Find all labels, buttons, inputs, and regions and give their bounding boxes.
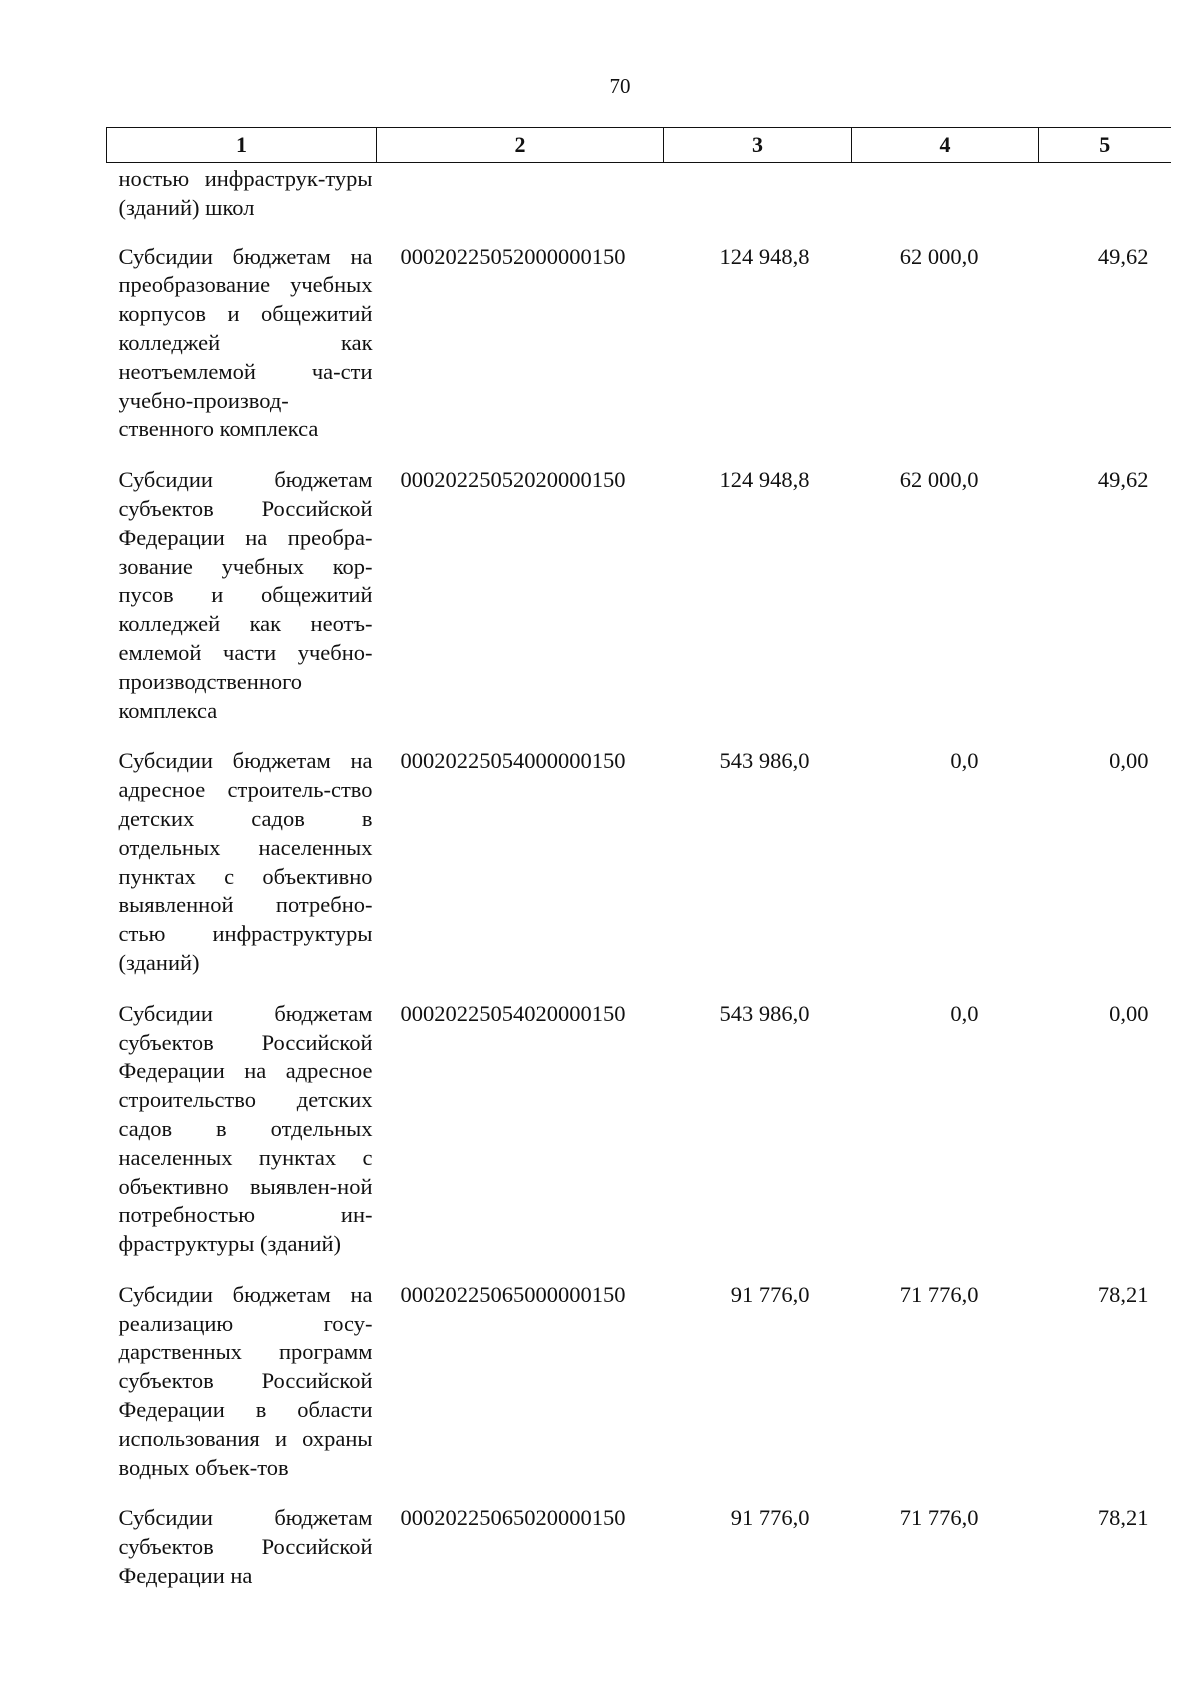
table-row xyxy=(107,163,1171,241)
row-fact: 71 776,0 xyxy=(899,1281,979,1307)
row-fact: 62 000,0 xyxy=(899,467,979,493)
row-fact: 62 000,0 xyxy=(899,243,979,269)
row-plan: 124 948,8 xyxy=(719,467,810,493)
row-fact: 0,0 xyxy=(950,748,979,774)
table-row xyxy=(107,464,1171,745)
row-percent: 78,21 xyxy=(1097,1281,1149,1307)
row-percent: 49,62 xyxy=(1097,467,1149,493)
row-code: 00020225052020000150 xyxy=(400,467,626,493)
table-body xyxy=(107,163,1171,1611)
table-header xyxy=(107,128,1171,163)
row-percent: 0,00 xyxy=(1109,1000,1149,1026)
column-header-4: 4 xyxy=(852,128,1039,163)
row-fact: 0,0 xyxy=(950,1000,979,1026)
row-code: 00020225054000000150 xyxy=(400,748,626,774)
row-name: Субсидии бюджетам субъектов Российской Федерации на адресное строительство детских садов в отдельных населенных пунктах с объективно выявлен-ной потребностью ин-фраструктуры (зданий) xyxy=(118,1000,373,1257)
row-code xyxy=(377,163,664,241)
row-percent: 78,21 xyxy=(1097,1505,1149,1531)
page-number: 70 xyxy=(609,74,631,98)
row-plan: 543 986,0 xyxy=(719,1000,810,1026)
row-code: 00020225052000000150 xyxy=(400,243,626,269)
column-header-3: 3 xyxy=(664,128,852,163)
header-row xyxy=(107,128,1171,163)
row-plan: 124 948,8 xyxy=(719,243,810,269)
column-header-5: 5 xyxy=(1039,128,1171,163)
row-plan xyxy=(664,163,852,241)
row-name: Субсидии бюджетам субъектов Российской Федерации на xyxy=(118,1505,373,1589)
row-fact: 71 776,0 xyxy=(899,1505,979,1531)
row-code: 00020225065020000150 xyxy=(400,1505,626,1531)
table-row xyxy=(107,1279,1171,1503)
budget-table xyxy=(106,127,1171,1611)
column-header-2: 2 xyxy=(377,128,664,163)
table-row xyxy=(107,998,1171,1279)
row-code: 00020225065000000150 xyxy=(400,1281,626,1307)
row-fact xyxy=(852,163,1039,241)
row-percent: 0,00 xyxy=(1109,748,1149,774)
row-plan: 91 776,0 xyxy=(730,1281,810,1307)
row-name: ностью инфраструк-туры (зданий) школ xyxy=(118,166,373,220)
row-code: 00020225054020000150 xyxy=(400,1000,626,1026)
row-plan: 91 776,0 xyxy=(730,1505,810,1531)
table-row xyxy=(107,1502,1171,1610)
table-row xyxy=(107,241,1171,465)
row-name: Субсидии бюджетам на преобразование учебных корпусов и общежитий колледжей как неотъемлемой ча-сти учебно-производ-ственного комплекса xyxy=(118,243,373,442)
row-name: Субсидии бюджетам на реализацию госу-дарственных программ субъектов Российской Федерации в области использования и охраны водных объек-тов xyxy=(118,1281,373,1480)
column-header-1: 1 xyxy=(107,128,377,163)
table-row xyxy=(107,745,1171,997)
row-name: Субсидии бюджетам субъектов Российской Федерации на преобра-зование учебных кор-пусов и общежитий колледжей как неотъ-емлемой части учебно-производственного комплекса xyxy=(118,467,373,723)
row-name: Субсидии бюджетам на адресное строитель-ство детских садов в отдельных населенных пунктах с объективно выявленной потребно-стью инфраструктуры (зданий) xyxy=(118,748,373,975)
row-percent: 49,62 xyxy=(1097,243,1149,269)
row-percent xyxy=(1039,163,1171,241)
row-plan: 543 986,0 xyxy=(719,748,810,774)
